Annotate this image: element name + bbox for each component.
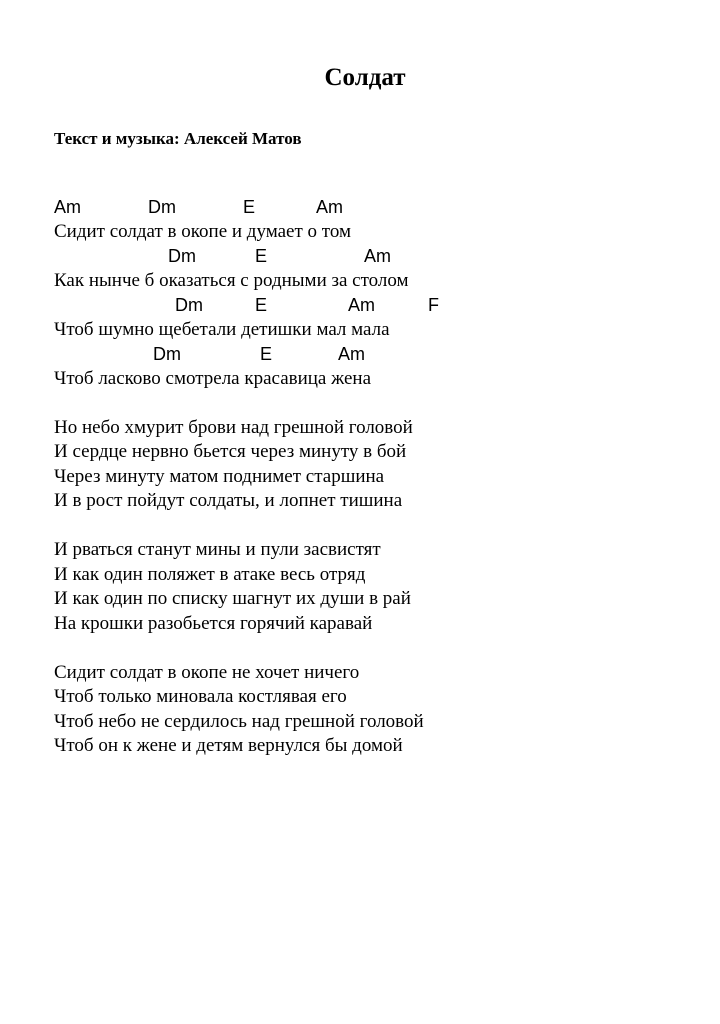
lyric-line: И рваться станут мины и пули засвистят [54,539,381,560]
lyric-line: Как нынче б оказаться с родными за столом [54,270,409,291]
chord-line-1 [0,196,720,218]
chord: Am [54,197,81,217]
lyric-line: Но небо хмурит брови над грешной головой [54,417,413,438]
chord-line-2 [0,245,720,267]
song-credits: Текст и музыка: Алексей Матов [54,129,302,148]
chord-line-3 [0,294,720,316]
lyric-line: Чтоб небо не сердилось над грешной головой [54,711,424,732]
lyric-line: Сидит солдат в окопе не хочет ничего [54,662,360,683]
song-title: Солдат [324,64,406,91]
chord: E [255,295,268,315]
chord: Dm [168,246,196,266]
chord: E [255,246,268,266]
lyric-line: И как один по списку шагнут их души в рай [54,588,411,609]
chord: Am [316,197,343,217]
lyric-line: Чтоб он к жене и детям вернулся бы домой [54,735,403,756]
lyric-line: И как один поляжет в атаке весь отряд [54,564,366,585]
chord: F [428,295,439,315]
lyric-line: И в рост пойдут солдаты, и лопнет тишина [54,490,403,511]
chord: Am [348,295,375,315]
chord: E [243,197,256,217]
chord: Dm [153,344,181,364]
lyric-line: Чтоб ласково смотрела красавица жена [54,368,372,389]
chord: Dm [148,197,176,217]
lyric-line: Чтоб только миновала костлявая его [54,686,347,707]
lyric-line: И сердце нервно бьется через минуту в бой [54,441,407,462]
chord: Dm [175,295,203,315]
chord: Am [364,246,391,266]
lyric-line: Чтоб шумно щебетали детишки мал мала [54,319,390,340]
lyric-line: Сидит солдат в окопе и думает о том [54,221,352,242]
lyric-line: Через минуту матом поднимет старшина [54,466,385,487]
lyric-line: На крошки разобьется горячий каравай [54,613,373,634]
chord: E [260,344,273,364]
chord: Am [338,344,365,364]
chord-line-4 [0,343,720,365]
